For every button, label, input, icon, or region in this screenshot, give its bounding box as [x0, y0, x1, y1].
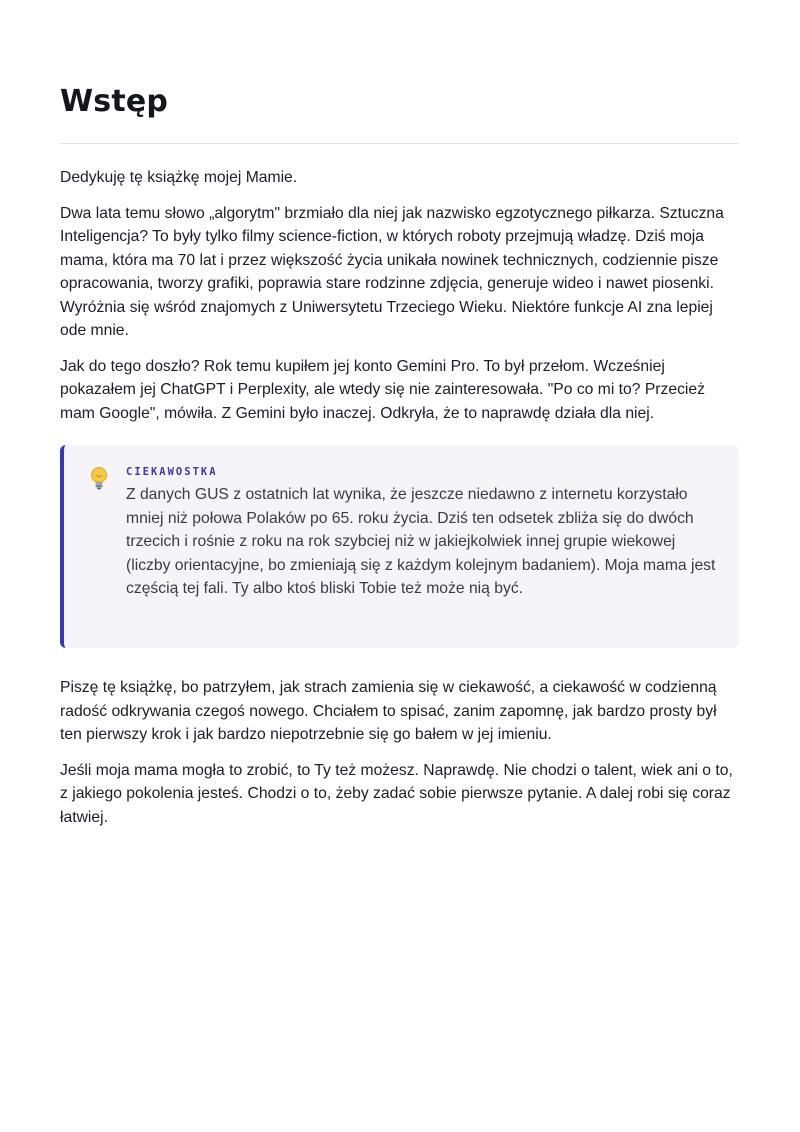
paragraph-intro: Dwa lata temu słowo „algorytm" brzmiało dla niej jak nazwisko egzotycznego piłkarza. Sztuczna Inteligencja? To były tylko filmy science-fiction, w których roboty przejmują władzę. Dziś moja mama, która ma 70 lat i przez większość życia unikała nowinek technicznych, codziennie pisze opracowania, tworzy grafiki, poprawia stare rodzinne zdjęcia, generuje wideo i nawet piosenki. Wyróżnia się wśród znajomych z Uniwersytetu Trzeciego Wieku. Niektóre funkcje AI zna lepiej ode mnie. — [60, 204, 724, 339]
paragraph-story: Jak do tego doszło? Rok temu kupiłem jej konto Gemini Pro. To był przełom. Wcześniej pokazałem jej ChatGPT i Perplexity, ale wtedy się nie zainteresowała. "Po co mi to? Przecież mam Google", mówiła. Z Gemini było inaczej. Odkryła, że to naprawdę działa dla niej. — [60, 357, 705, 422]
paragraph-encouragement: Jeśli moja mama mogła to zrobić, to Ty też możesz. Naprawdę. Nie chodzi o talent, wiek ani o to, z jakiego pokolenia jesteś. Chodzi o to, żeby zadać sobie pierwsze pytanie. A dalej robi się coraz łatwiej. — [60, 761, 733, 826]
fun-fact-callout — [60, 445, 739, 648]
main-content — [60, 166, 739, 841]
lightbulb-icon — [88, 465, 110, 491]
paragraph-motivation: Piszę tę książkę, bo patrzyłem, jak strach zamienia się w ciekawość, a ciekawość w codzienną radość odkrywania czegoś nowego. Chciałem to spisać, zanim zapomnę, jak bardzo prosty był ten pierwszy krok i jak bardzo niepotrzebnie się go bałem w jej imieniu. — [60, 679, 717, 743]
callout-label: CIEKAWOSTKA — [126, 466, 218, 478]
paragraph-dedication: Dedykuję tę książkę mojej Mamie. — [60, 169, 298, 186]
title-divider — [60, 143, 739, 144]
callout-text: Z danych GUS z ostatnich lat wynika, że jeszcze niedawno z internetu korzystało mniej niż połowa Polaków po 65. roku życia. Dziś ten odsetek zbliża się do dwóch trzecich i rośnie z roku na rok szybciej niż w jakiejkolwiek innej grupie wiekowej (liczby orientacyjne, bo zmieniają się z każdym kolejnym badaniem). Moja mama jest częścią tej fali. Ty albo ktoś bliski Tobie też może nią być. — [126, 486, 716, 597]
page-title: Wstęp — [60, 84, 169, 119]
